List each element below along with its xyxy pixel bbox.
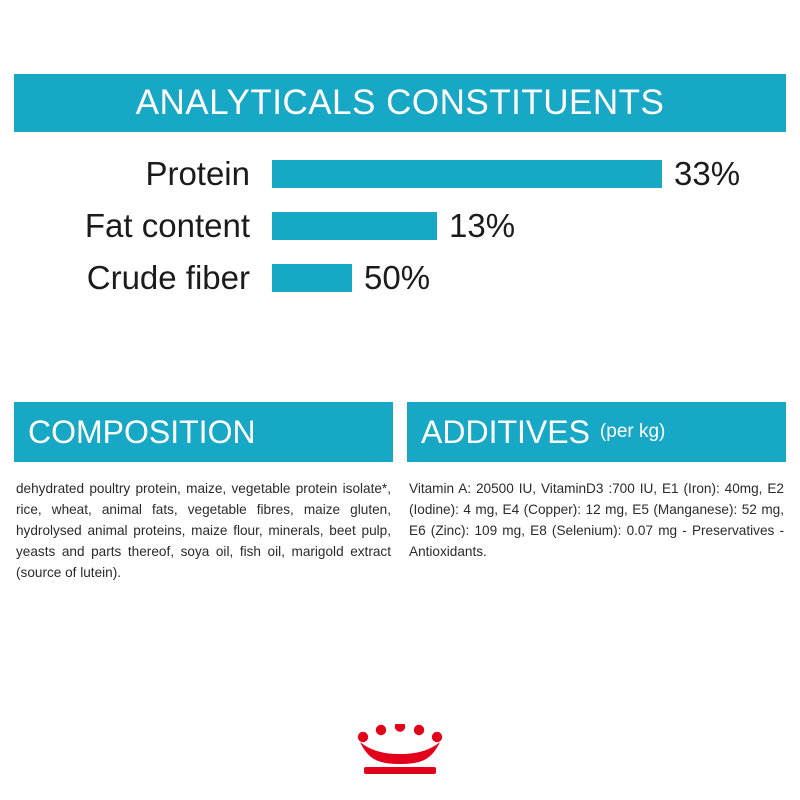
brand-logo	[0, 724, 800, 778]
bar-row-fat-content	[14, 204, 786, 248]
bar-value-protein: 33%	[674, 155, 741, 192]
royal-canin-crown-logo	[352, 724, 448, 778]
bar-fill-crude-fiber	[272, 264, 352, 292]
analyticals-bar-chart	[14, 152, 786, 308]
bar-row-protein	[14, 152, 786, 196]
bar-fill-fat-content	[272, 212, 437, 240]
bar-row-crude-fiber	[14, 256, 786, 300]
additives-subtitle: (per kg)	[599, 421, 666, 442]
info-panels	[14, 402, 786, 583]
analyticals-header-band	[14, 74, 786, 132]
bar-label-crude-fiber: Crude fiber	[86, 259, 250, 296]
additives-text: Vitamin A: 20500 IU, VitaminD3 :700 IU, E1 (Iron): 40mg, E2 (Iodine): 4 mg, E4 (Copper): 12 mg, E5 (Manganese): 52 mg, E6 (Zinc): 109 mg, E8 (Selenium): 0.07 mg - Preservatives - Antioxidants.	[409, 481, 784, 559]
composition-header	[14, 402, 393, 462]
bar-track-crude-fiber	[272, 259, 786, 297]
bar-value-fat-content: 13%	[449, 207, 516, 244]
composition-panel	[14, 402, 393, 583]
bar-label-fat-content: Fat content	[84, 207, 250, 244]
additives-header	[407, 402, 786, 462]
bar-value-crude-fiber: 50%	[364, 259, 431, 296]
bar-label-protein: Protein	[145, 155, 250, 192]
bar-track-protein	[272, 155, 786, 193]
bar-track-fat-content	[272, 207, 786, 245]
composition-text: dehydrated poultry protein, maize, vegetable protein isolate*, rice, wheat, animal fats, vegetable fibres, maize gluten, hydrolysed animal proteins, maize flour, minerals, beet pulp, yeasts and parts thereof, soya oil, fish oil, marigold extract (source of lutein).	[16, 481, 391, 580]
analyticals-title: ANALYTICALS CONSTITUENTS	[135, 83, 665, 122]
additives-panel	[407, 402, 786, 583]
composition-title: COMPOSITION	[28, 413, 256, 450]
bar-fill-protein	[272, 160, 662, 188]
additives-title: ADDITIVES	[421, 413, 590, 450]
